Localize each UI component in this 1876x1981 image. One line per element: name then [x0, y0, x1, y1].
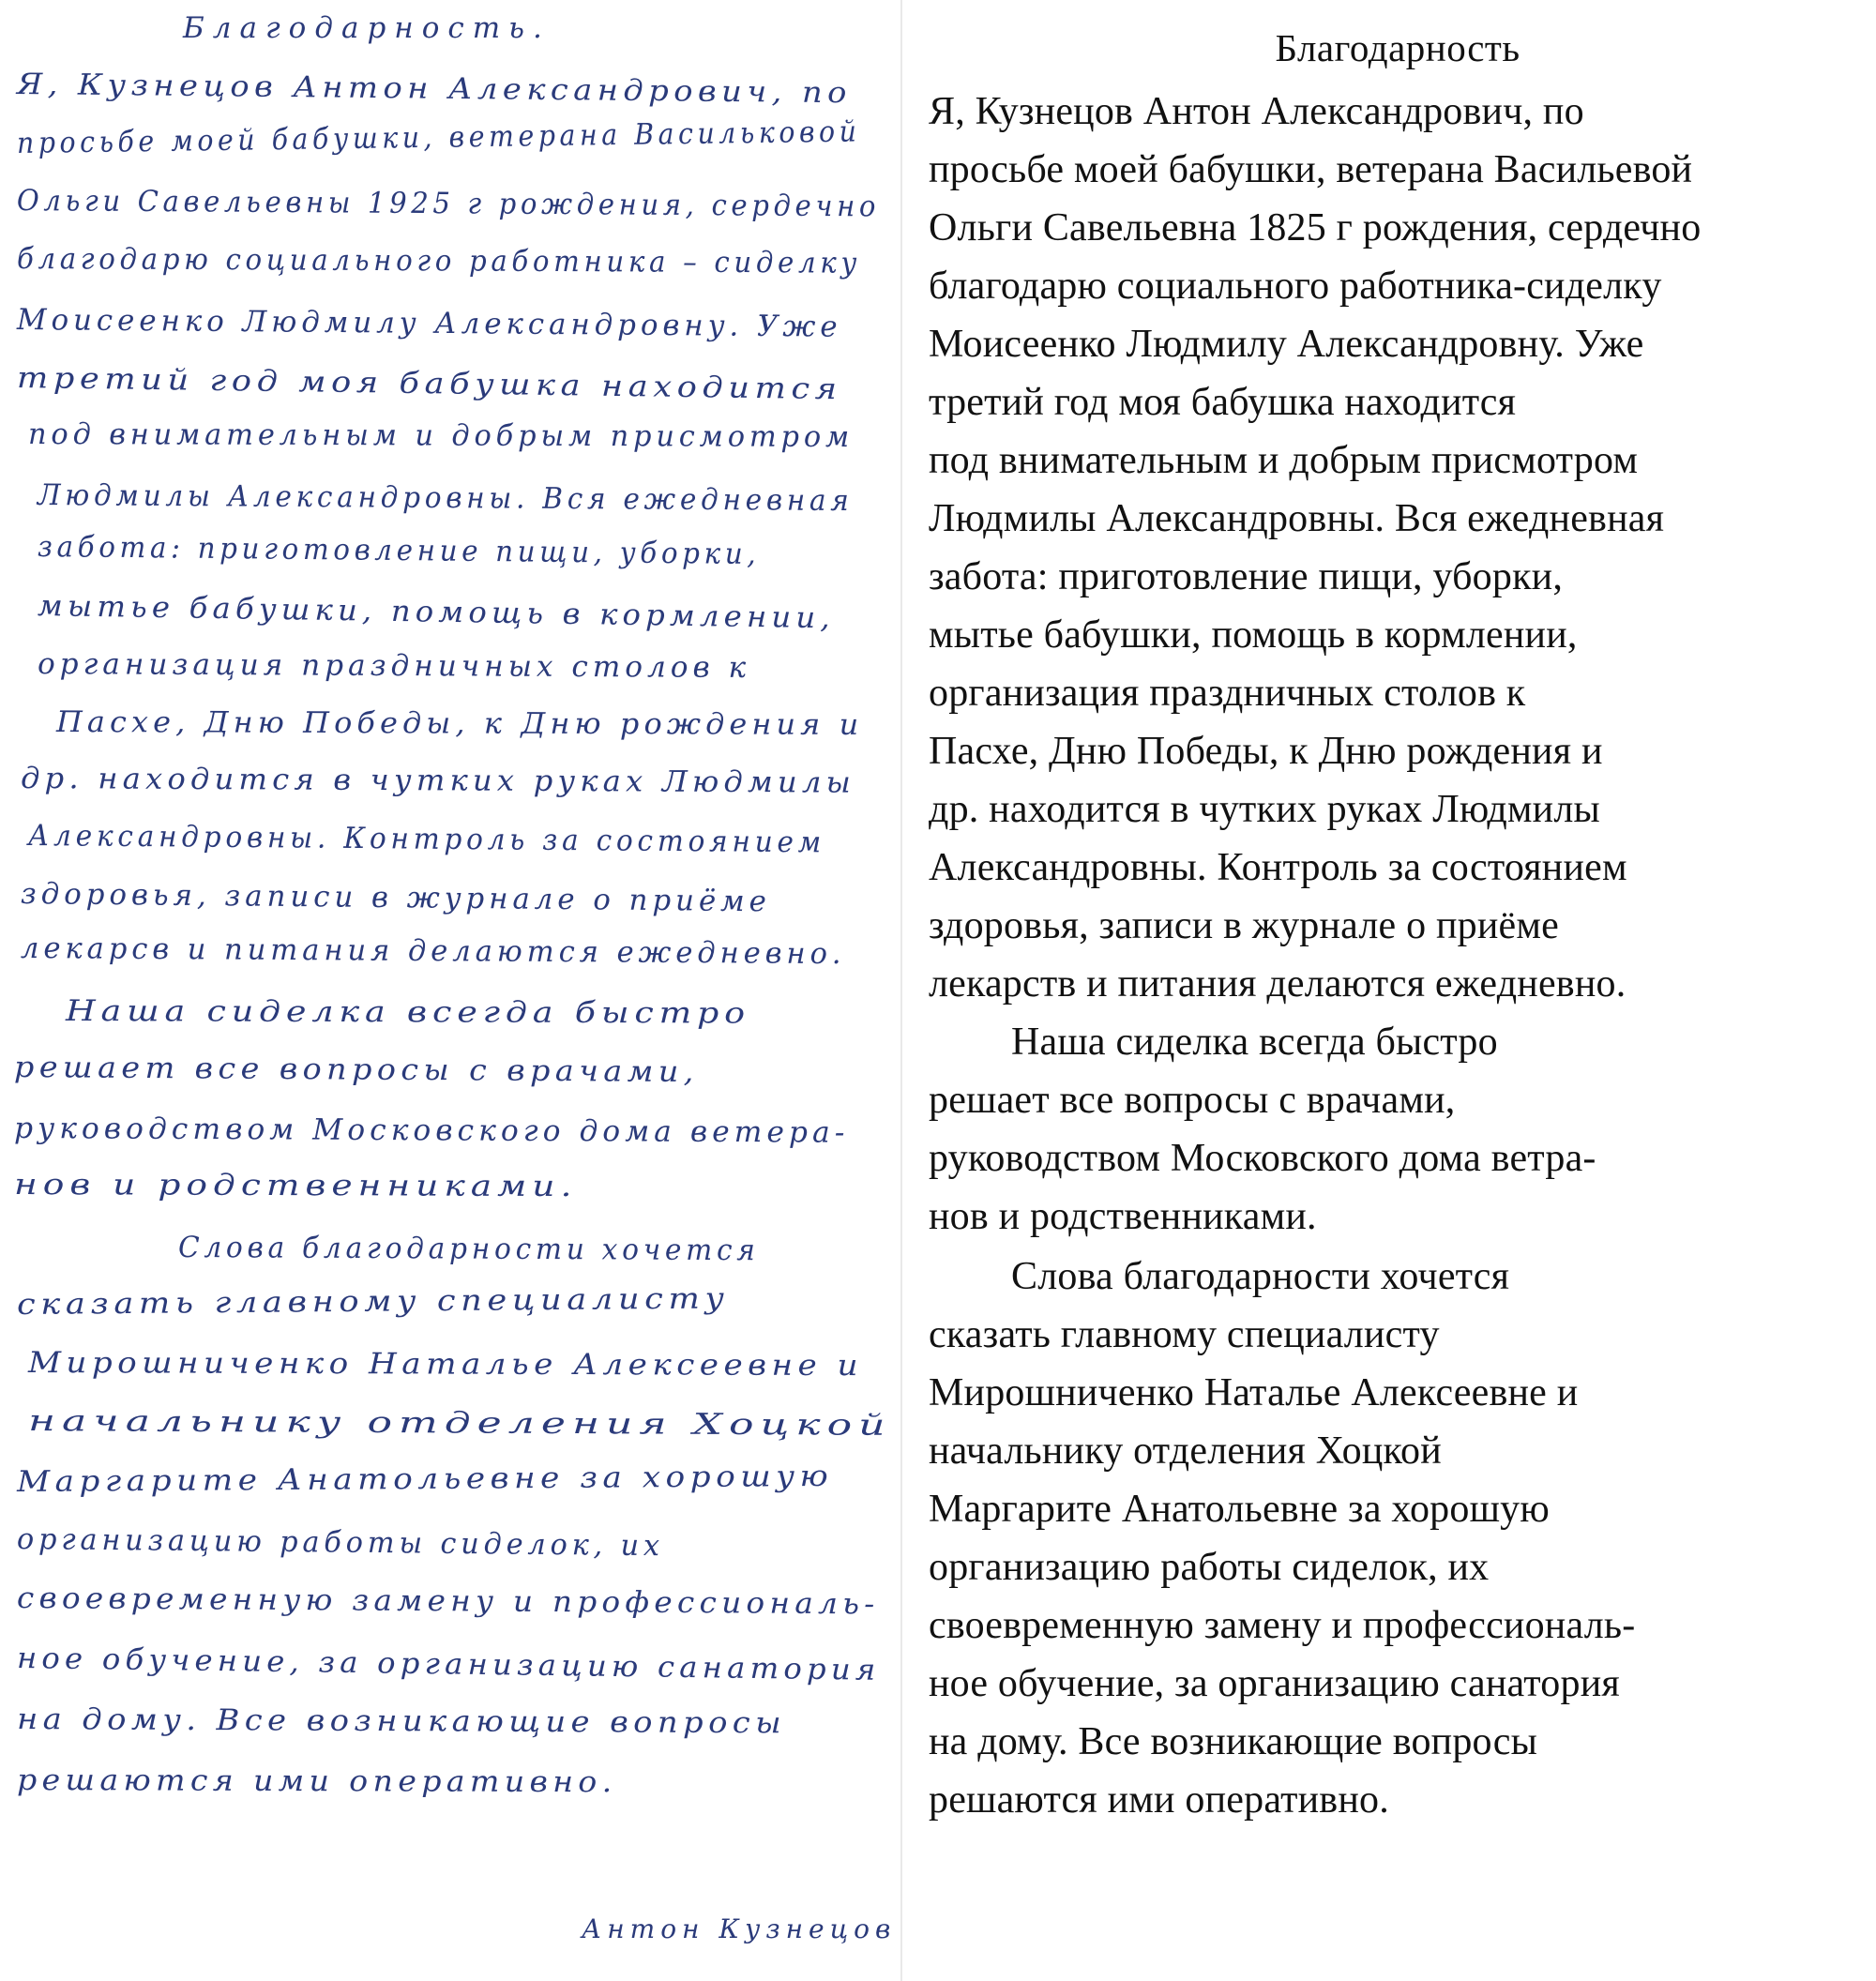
typed-line: Маргарите Анатольевне за хорошую [929, 1488, 1550, 1531]
handwritten-line: Мирошниченко Наталье Алексеевне и [27, 1346, 864, 1384]
typed-line: Людмилы Александровны. Вся ежедневная [929, 497, 1665, 540]
handwritten-line: решает все вопросы с врачами, [13, 1051, 699, 1090]
typed-line: руководством Московского дома ветра- [929, 1137, 1596, 1180]
typed-line: организация праздничных столов к [929, 672, 1526, 715]
typed-line: Ольги Савельевна 1825 г рождения, сердечно [929, 206, 1702, 250]
typed-line: Александровны. Контроль за состоянием [929, 846, 1627, 889]
typed-line: нов и родственниками. [929, 1195, 1317, 1238]
typed-line: Моисеенко Людмилу Александровну. Уже [929, 323, 1644, 366]
handwritten-line: начальнику отделения Хоцкой [27, 1404, 892, 1443]
typed-line: решает все вопросы с врачами, [929, 1079, 1456, 1122]
typed-line: организацию работы сиделок, их [929, 1546, 1490, 1589]
handwritten-line: Пасхе, Дню Победы, к Дню рождения и [55, 705, 864, 743]
handwritten-line: др. находится в чутких руках Людмилы [20, 762, 856, 800]
typed-line: благодарю социального работника-сиделку [929, 265, 1662, 308]
typed-line: Слова благодарности хочется [1011, 1255, 1510, 1298]
handwritten-line: Александровны. Контроль за состоянием [27, 819, 826, 860]
handwritten-line: ное обучение, за организацию санатория [16, 1641, 881, 1687]
handwritten-line: Людмилы Александровны. Вся ежедневная [37, 478, 854, 519]
typed-line: Я, Кузнецов Антон Александрович, по [929, 90, 1584, 133]
handwritten-line: Моисеенко Людмилу Александровну. Уже [16, 303, 842, 344]
handwritten-line: своевременную замену и профессиональ- [16, 1581, 880, 1622]
handwritten-line: Я, Кузнецов Антон Александрович, по [16, 68, 853, 111]
handwritten-line: Наша сиделка всегда быстро [65, 994, 751, 1031]
typed-line: Пасхе, Дню Победы, к Дню рождения и [929, 730, 1603, 773]
handwritten-line: сказать главному специалисту [16, 1281, 730, 1322]
handwritten-line: забота: приготовление пищи, уборки, [37, 530, 761, 572]
handwritten-line: мытье бабушки, помощь в кормлении, [37, 589, 836, 636]
typed-line: сказать главному специалисту [929, 1313, 1440, 1356]
handwritten-line: под внимательным и добрым присмотром [27, 417, 855, 455]
handwritten-line: руководством Московского дома ветера- [13, 1111, 850, 1150]
typed-line: здоровья, записи в журнале о приёме [929, 904, 1560, 947]
typed-transcription [929, 0, 1867, 1981]
typed-line: под внимательным и добрым присмотром [929, 439, 1639, 482]
typed-line: начальнику отделения Хоцкой [929, 1429, 1442, 1473]
typed-line: своевременную замену и профессиональ- [929, 1604, 1636, 1647]
typed-line: просьбе моей бабушки, ветерана Васильевой [929, 148, 1693, 191]
typed-line: третий год моя бабушка находится [929, 381, 1517, 424]
column-divider [900, 0, 902, 1981]
handwritten-signature: Антон Кузнецов [582, 1913, 897, 1944]
handwritten-line: Маргарите Анатольевне за хорошую [16, 1459, 834, 1499]
handwritten-line: благодарю социального работника – сиделку [16, 242, 862, 280]
handwritten-line: третий год моя бабушка находится [16, 361, 842, 407]
handwritten-line: решаются ими оперативно. [16, 1763, 617, 1800]
typed-line: лекарств и питания делаются ежедневно. [929, 962, 1626, 1006]
handwritten-line: лекарсв и питания делаются ежедневно. [20, 931, 846, 972]
handwritten-line: организация праздничных столов к [37, 647, 751, 685]
typed-line: на дому. Все возникающие вопросы [929, 1720, 1538, 1763]
handwritten-line: нов и родственниками. [13, 1168, 578, 1204]
typed-line: мытье бабушки, помощь в кормлении, [929, 613, 1578, 657]
handwritten-line: на дому. Все возникающие вопросы [16, 1702, 787, 1741]
handwritten-title: Благодарность. [183, 11, 551, 45]
handwritten-line: организацию работы сиделок, их [16, 1522, 665, 1564]
typed-line: решаются ими оперативно. [929, 1778, 1389, 1822]
typed-title: Благодарность [1275, 26, 1520, 69]
typed-line: ное обучение, за организацию санатория [929, 1662, 1620, 1705]
handwritten-line: просьбе моей бабушки, ветерана Васильковой [16, 114, 861, 160]
typed-line: забота: приготовление пищи, уборки, [929, 555, 1564, 598]
handwritten-line: здоровья, записи в журнале о приёме [20, 877, 772, 919]
handwritten-line: Слова благодарности хочется [177, 1231, 760, 1268]
typed-line: Мирошниченко Наталье Алексеевне и [929, 1371, 1579, 1414]
handwritten-letter-scan [0, 0, 899, 1981]
typed-line: др. находится в чутких руках Людмилы [929, 788, 1600, 831]
handwritten-line: Ольги Савельевны 1925 г рождения, сердечно [16, 184, 881, 224]
typed-line: Наша сиделка всегда быстро [1011, 1021, 1498, 1064]
